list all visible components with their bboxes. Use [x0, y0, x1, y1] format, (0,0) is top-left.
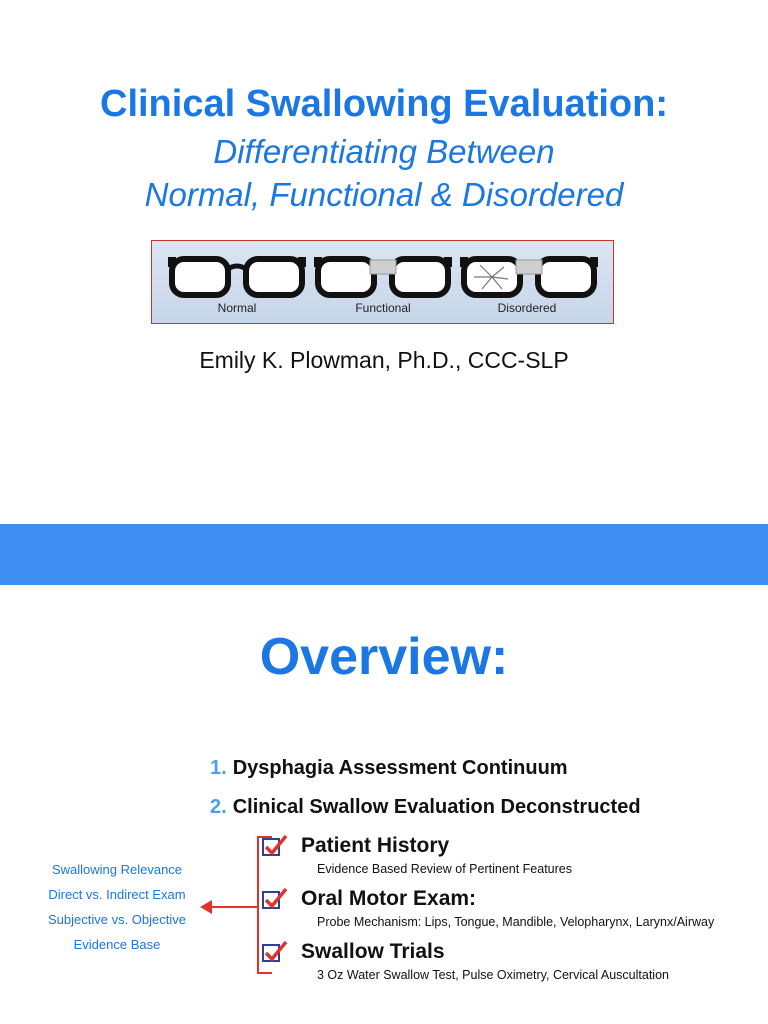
author-name: Emily K. Plowman, Ph.D., CCC-SLP — [199, 347, 569, 373]
checklist-title: Patient History — [301, 834, 450, 857]
checklist-subtitle: Evidence Based Review of Pertinent Features — [317, 862, 572, 876]
glasses-label-disordered: Disordered — [497, 301, 557, 315]
checklist-title: Swallow Trials — [301, 940, 445, 963]
overview-title: Overview: — [259, 628, 509, 686]
overview-slide — [0, 585, 768, 1024]
normal-glasses-icon — [168, 257, 306, 295]
side-note: Direct vs. Indirect Exam — [48, 887, 186, 902]
glasses-illustration — [151, 240, 614, 324]
checklist-title: Oral Motor Exam: — [301, 887, 477, 910]
slide-subtitle-line1: Differentiating Between — [213, 133, 555, 170]
glasses-label-functional: Functional — [355, 301, 411, 315]
side-note: Evidence Base — [73, 937, 161, 952]
checklist-subtitle: 3 Oz Water Swallow Test, Pulse Oximetry, Cervical Auscultation — [317, 968, 669, 982]
disordered-glasses-icon — [460, 257, 598, 295]
item-text: Dysphagia Assessment Continuum — [232, 757, 568, 779]
checkbox-icon — [262, 944, 280, 962]
side-note: Swallowing Relevance — [51, 862, 183, 877]
checkbox-icon — [262, 838, 280, 856]
slide-divider-band — [0, 524, 768, 585]
item-text: Clinical Swallow Evaluation Deconstructed — [232, 796, 641, 818]
glasses-label-normal: Normal — [217, 301, 257, 315]
slide-subtitle-line2: Normal, Functional & Disordered — [144, 176, 624, 213]
side-note: Subjective vs. Objective — [47, 912, 186, 927]
item-number: 1. — [210, 757, 227, 779]
checklist-subtitle: Probe Mechanism: Lips, Tongue, Mandible, Velopharynx, Larynx/Airway — [317, 915, 715, 929]
item-number: 2. — [210, 796, 227, 818]
checkbox-icon — [262, 891, 280, 909]
slide-title: Clinical Swallowing Evaluation: — [100, 83, 668, 125]
functional-glasses-icon — [314, 257, 452, 295]
